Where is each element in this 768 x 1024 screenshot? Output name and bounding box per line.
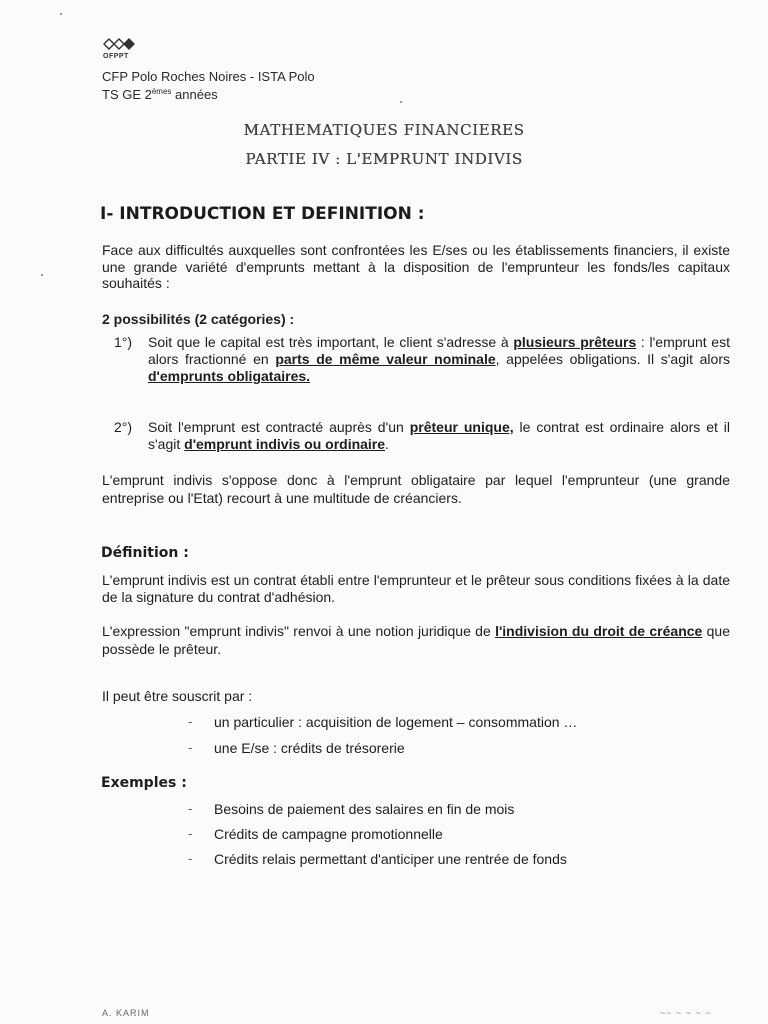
definition-paragraph-2 — [102, 622, 730, 658]
def2-underlined-indivision: l'indivision du droit de créance — [495, 623, 703, 639]
item2-underlined-indivis: d'emprunt indivis ou ordinaire — [184, 436, 386, 452]
definition-paragraph-1: L'emprunt indivis est un contrat établi entre l'emprunteur et le prêteur sous conditions fixées à la date de la signature du contrat d'adhésion. — [102, 572, 730, 605]
item2-text-b: le contrat est ordinaire alors et il s'agit — [148, 419, 730, 452]
logo-label: OFPPT — [103, 53, 129, 60]
item-number-2: 2°) — [114, 419, 133, 435]
item1-underlined-lenders: plusieurs prêteurs — [513, 334, 637, 350]
item-text-2 — [148, 419, 730, 453]
scan-speck — [41, 274, 43, 276]
item1-underlined-nominal: parts de même valeur nominale — [275, 351, 496, 367]
subscription-intro: Il peut être souscrit par : — [102, 688, 253, 704]
bullet-dash: - — [188, 740, 193, 755]
bullet-dash: - — [188, 801, 193, 816]
bullet-dash: - — [188, 826, 193, 841]
example-item: Crédits relais permettant d'anticiper une rentrée de fonds — [214, 851, 567, 867]
def2-text-a: L'expression "emprunt indivis" renvoi à une notion juridique de — [102, 623, 496, 639]
level-suffix: années — [171, 87, 218, 102]
item1-text-c: , appelées obligations. Il s'agit alors — [495, 351, 730, 367]
opposition-paragraph: L'emprunt indivis s'oppose donc à l'emprunt obligataire par lequel l'emprunteur (une grande entreprise ou l'Etat) recourt à une multitude de créanciers. — [102, 472, 730, 506]
item-number-1: 1°) — [114, 334, 133, 350]
bullet-dash: - — [188, 714, 193, 729]
section-heading: I- INTRODUCTION ET DEFINITION : — [100, 204, 425, 224]
list-item: un particulier : acquisition de logement – consommation … — [214, 714, 578, 730]
document-subtitle: PARTIE IV : L'EMPRUNT INDIVIS — [245, 150, 523, 168]
item1-underlined-bonds: d'emprunts obligataires. — [148, 368, 311, 384]
def2-text-b: que possède le prêteur. — [102, 623, 730, 657]
item2-underlined-lender: prêteur unique, — [409, 419, 514, 435]
item-text-1 — [148, 334, 730, 385]
item1-text-a: Soit que le capital est très important, le client s'adresse à — [148, 334, 514, 350]
intro-paragraph: Face aux difficultés auxquelles sont confrontées les E/ses ou les établissements financiers, il existe une grande variété d'emprunts mettant à la disposition de l'emprunteur les fonds/les capitaux souhaités : — [102, 242, 730, 291]
institution-name: CFP Polo Roches Noires - ISTA Polo — [102, 69, 315, 84]
class-level — [102, 84, 218, 102]
definition-heading: Définition : — [101, 545, 189, 561]
list-item: une E/se : crédits de trésorerie — [214, 740, 405, 756]
logo-icon — [100, 36, 140, 52]
footer-page-number: ~~ ~ ~ ~ ~ — [660, 1008, 712, 1018]
possibilities-heading: 2 possibilités (2 catégories) : — [102, 311, 295, 327]
bullet-dash: - — [188, 851, 193, 866]
footer-author: A. KARIM — [102, 1008, 150, 1018]
example-item: Besoins de paiement des salaires en fin de mois — [214, 801, 515, 817]
level-superscript: èmes — [151, 87, 172, 96]
document-title: MATHEMATIQUES FINANCIERES — [243, 121, 525, 139]
ofppt-logo — [100, 36, 140, 52]
example-item: Crédits de campagne promotionnelle — [214, 826, 443, 842]
item2-text-a: Soit l'emprunt est contracté auprès d'un — [148, 419, 410, 435]
examples-heading: Exemples : — [101, 775, 187, 791]
scan-speck — [400, 101, 402, 103]
item2-text-c: . — [385, 436, 389, 452]
level-prefix: TS GE 2 — [102, 87, 152, 102]
scan-speck — [60, 13, 62, 15]
item1-text-b: : l'emprunt est alors fractionné en — [148, 334, 730, 367]
